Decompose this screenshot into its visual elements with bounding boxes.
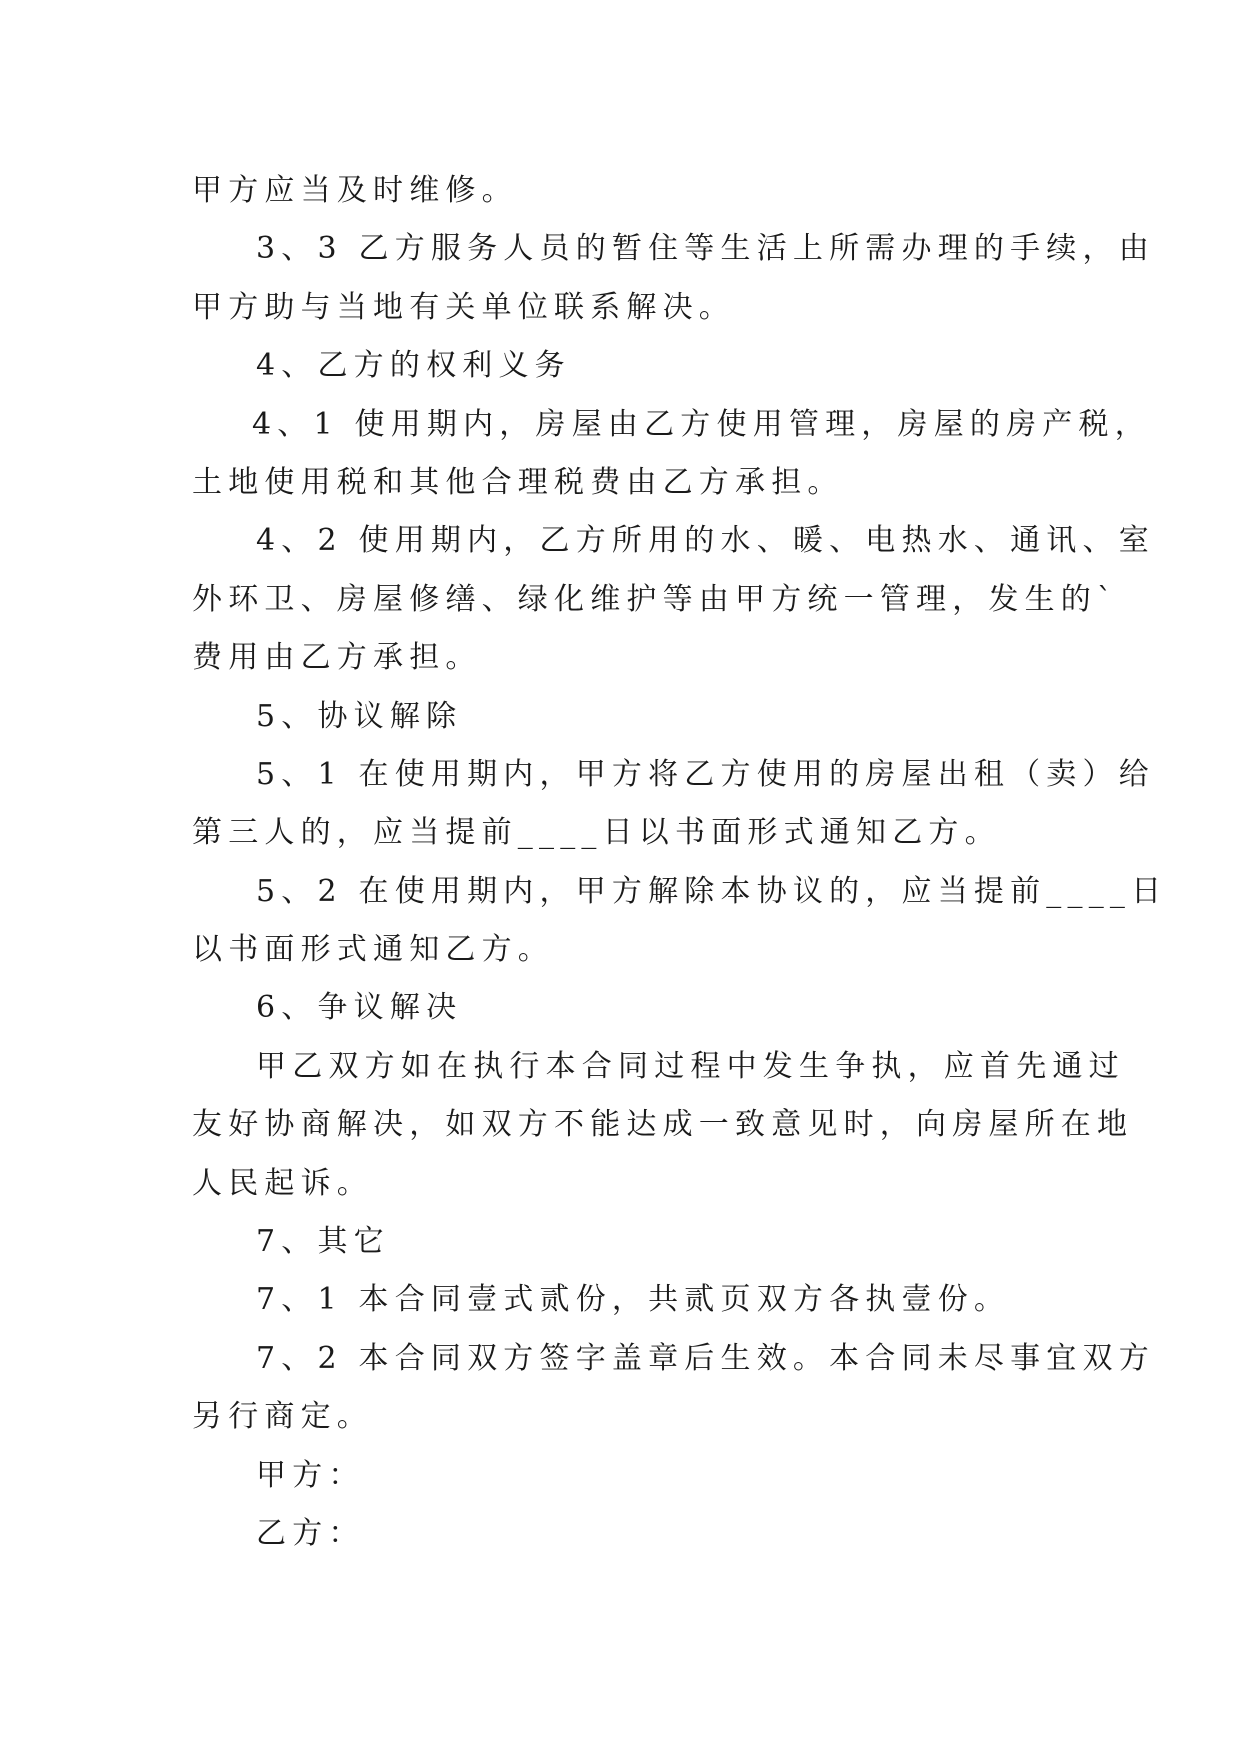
clause-6-line-3: 人民起诉。 [192,1165,373,1201]
clause-5-1-line-1: 5、1 在使用期内，甲方将乙方使用的房屋出租（卖）给 [256,756,1155,792]
section-4-heading: 4、乙方的权利义务 [256,348,571,384]
clause-7-2-line-1: 7、2 本合同双方签字盖章后生效。本合同未尽事宜双方 [256,1340,1155,1376]
section-7-heading: 7、其它 [256,1224,390,1260]
section-6-heading: 6、争议解决 [256,990,463,1026]
clause-3-3-line-2: 甲方助与当地有关单位联系解决。 [192,289,735,325]
clause-4-1-line-2: 土地使用税和其他合理税费由乙方承担。 [192,464,844,500]
clause-5-1-line-2: 第三人的，应当提前____日以书面形式通知乙方。 [192,815,1001,851]
clause-6-line-2: 友好协商解决，如双方不能达成一致意见时，向房屋所在地 [192,1107,1134,1143]
clause-6-line-1: 甲乙双方如在执行本合同过程中发生争执，应首先通过 [256,1048,1125,1084]
clause-4-2-line-2: 外环卫、房屋修缮、绿化维护等由甲方统一管理，发生的` [192,581,1119,617]
clause-7-1-line: 7、1 本合同壹式贰份，共贰页双方各执壹份。 [256,1282,1011,1318]
clause-7-2-line-2: 另行商定。 [192,1399,373,1435]
clause-5-2-line-2: 以书面形式通知乙方。 [192,932,554,968]
clause-4-2-line-1: 4、2 使用期内，乙方所用的水、暖、电热水、通讯、室 [256,523,1155,559]
clause-3-3-line-1: 3、3 乙方服务人员的暂住等生活上所需办理的手续，由 [256,231,1155,267]
party-b-signature-label: 乙方： [256,1515,365,1551]
party-a-signature-label: 甲方： [256,1457,365,1493]
document-body [192,162,1168,1563]
clause-4-1-line-1: 4、1 使用期内，房屋由乙方使用管理，房屋的房产税， [252,406,1151,442]
section-5-heading: 5、协议解除 [256,698,463,734]
paragraph-line: 甲方应当及时维修。 [192,173,518,208]
clause-5-2-line-1: 5、2 在使用期内，甲方解除本协议的，应当提前____日 [256,873,1168,909]
clause-4-2-line-3: 费用由乙方承担。 [192,640,482,676]
